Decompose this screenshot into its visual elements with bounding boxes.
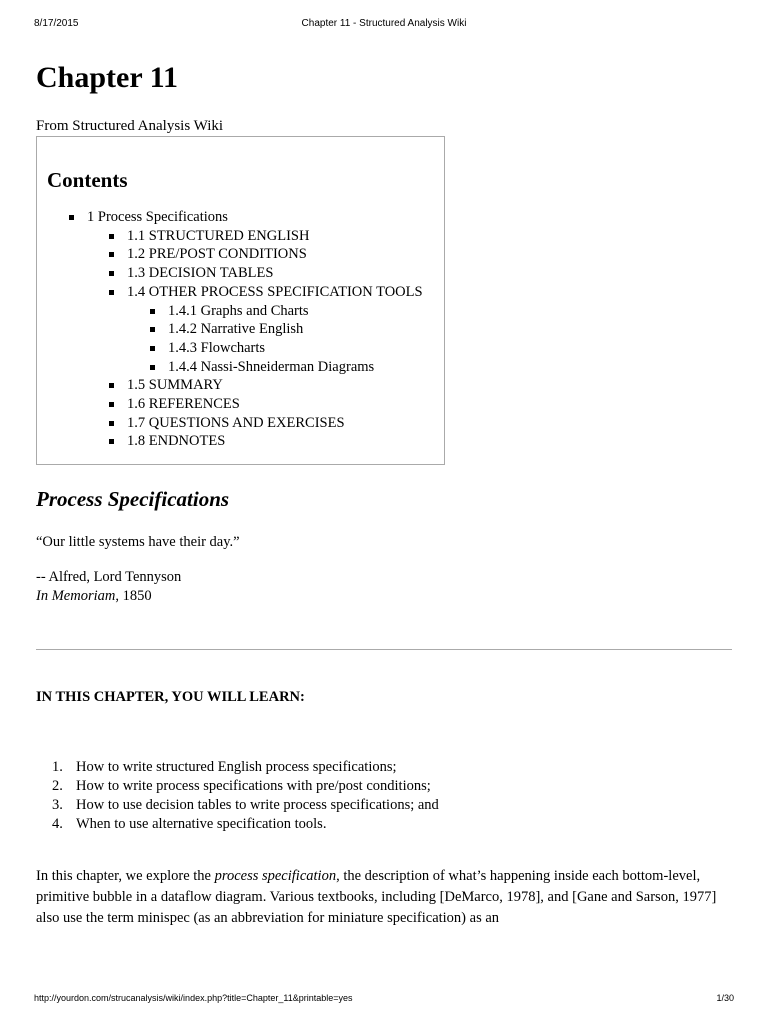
learn-item <box>52 777 732 796</box>
toc-item-questions[interactable] <box>127 414 434 433</box>
site-sub: From Structured Analysis Wiki <box>36 118 224 134</box>
toc-level-1 <box>47 208 434 451</box>
learn-item-number: 3. <box>52 797 63 813</box>
toc-link[interactable]: 1.8 ENDNOTES <box>127 433 226 450</box>
learn-item-text: How to use decision tables to write process specifications; and <box>76 797 439 813</box>
horizontal-rule <box>36 649 732 650</box>
epigraph-attribution <box>36 568 732 606</box>
learn-item <box>52 796 732 815</box>
print-header <box>34 18 734 32</box>
toc-link[interactable]: 1.1 STRUCTURED ENGLISH <box>127 227 310 244</box>
toc-link[interactable]: 1.4 OTHER PROCESS SPECIFICATION TOOLS <box>127 283 423 300</box>
intro-emphasis: process specification <box>214 868 337 884</box>
print-footer <box>34 993 734 1007</box>
article-content <box>36 58 732 929</box>
toc-level-2 <box>87 227 434 451</box>
intro-paragraph <box>36 866 732 929</box>
toc-item-structured-english[interactable] <box>127 227 434 246</box>
toc-link[interactable]: 1.7 QUESTIONS AND EXERCISES <box>127 414 345 431</box>
learn-item-number: 4. <box>52 816 63 832</box>
toc-link[interactable]: 1.2 PRE/POST CONDITIONS <box>127 246 307 263</box>
toc-level-3 <box>127 302 434 377</box>
learn-item <box>52 758 732 777</box>
toc-link[interactable]: 1.5 SUMMARY <box>127 377 223 394</box>
toc-link[interactable]: 1 Process Specifications <box>87 209 228 225</box>
learn-item-text: How to write process specifications with pre/post conditions; <box>76 778 431 794</box>
learn-item-number: 2. <box>52 778 63 794</box>
toc-item-graphs-charts[interactable] <box>168 302 434 321</box>
learn-item-number: 1. <box>52 759 63 775</box>
toc-item-references[interactable] <box>127 395 434 414</box>
attribution-work: In Memoriam <box>36 588 116 604</box>
attribution-author: -- Alfred, Lord Tennyson <box>36 569 182 585</box>
epigraph-quote: “Our little systems have their day.” <box>36 534 240 550</box>
print-url: http://yourdon.com/strucanalysis/wiki/index.php?title=Chapter_11&printable=yes <box>34 993 353 1003</box>
attribution-source <box>36 587 732 606</box>
toc-item-flowcharts[interactable] <box>168 339 434 358</box>
toc-item-summary[interactable] <box>127 376 434 395</box>
intro-text-rest: , the description of what’s happening inside each bottom-level, primitive bubble in a dataflow diagram. Various textbooks, including [DeMarco, 1978], and [Gane and Sarson, 1977] also use the term minispec (as an abbreviation for miniature specification) as an <box>36 868 717 926</box>
toc-item-nassi-shneiderman[interactable] <box>168 358 434 377</box>
toc-link[interactable]: 1.4.1 Graphs and Charts <box>168 302 309 319</box>
toc-item-decision-tables[interactable] <box>127 264 434 283</box>
toc-link[interactable]: 1.4.4 Nassi-Shneiderman Diagrams <box>168 358 375 375</box>
attribution-year: , 1850 <box>115 588 152 604</box>
learn-list <box>36 758 732 834</box>
toc-item-process-specifications[interactable] <box>87 208 434 451</box>
toc-item-other-tools[interactable] <box>127 283 434 377</box>
toc-item-pre-post-conditions[interactable] <box>127 245 434 264</box>
learn-item-text: When to use alternative specification tools. <box>76 816 327 832</box>
toc-link[interactable]: 1.3 DECISION TABLES <box>127 265 274 282</box>
page-title: Chapter 11 <box>36 61 178 94</box>
section-heading: Process Specifications <box>36 487 230 511</box>
intro-text-start: In this chapter, we explore the <box>36 868 215 884</box>
toc-link[interactable]: 1.4.2 Narrative English <box>168 321 304 338</box>
print-date: 8/17/2015 <box>34 18 79 29</box>
learn-heading: IN THIS CHAPTER, YOU WILL LEARN: <box>36 689 305 705</box>
learn-item <box>52 815 732 834</box>
toc-item-endnotes[interactable] <box>127 432 434 451</box>
table-of-contents <box>36 136 445 465</box>
toc-link[interactable]: 1.4.3 Flowcharts <box>168 339 266 356</box>
print-title: Chapter 11 - Structured Analysis Wiki <box>301 18 467 29</box>
toc-title: Contents <box>47 168 128 192</box>
page-number: 1/30 <box>716 993 734 1003</box>
toc-link[interactable]: 1.6 REFERENCES <box>127 396 240 413</box>
toc-item-narrative-english[interactable] <box>168 320 434 339</box>
learn-item-text: How to write structured English process specifications; <box>76 759 397 775</box>
